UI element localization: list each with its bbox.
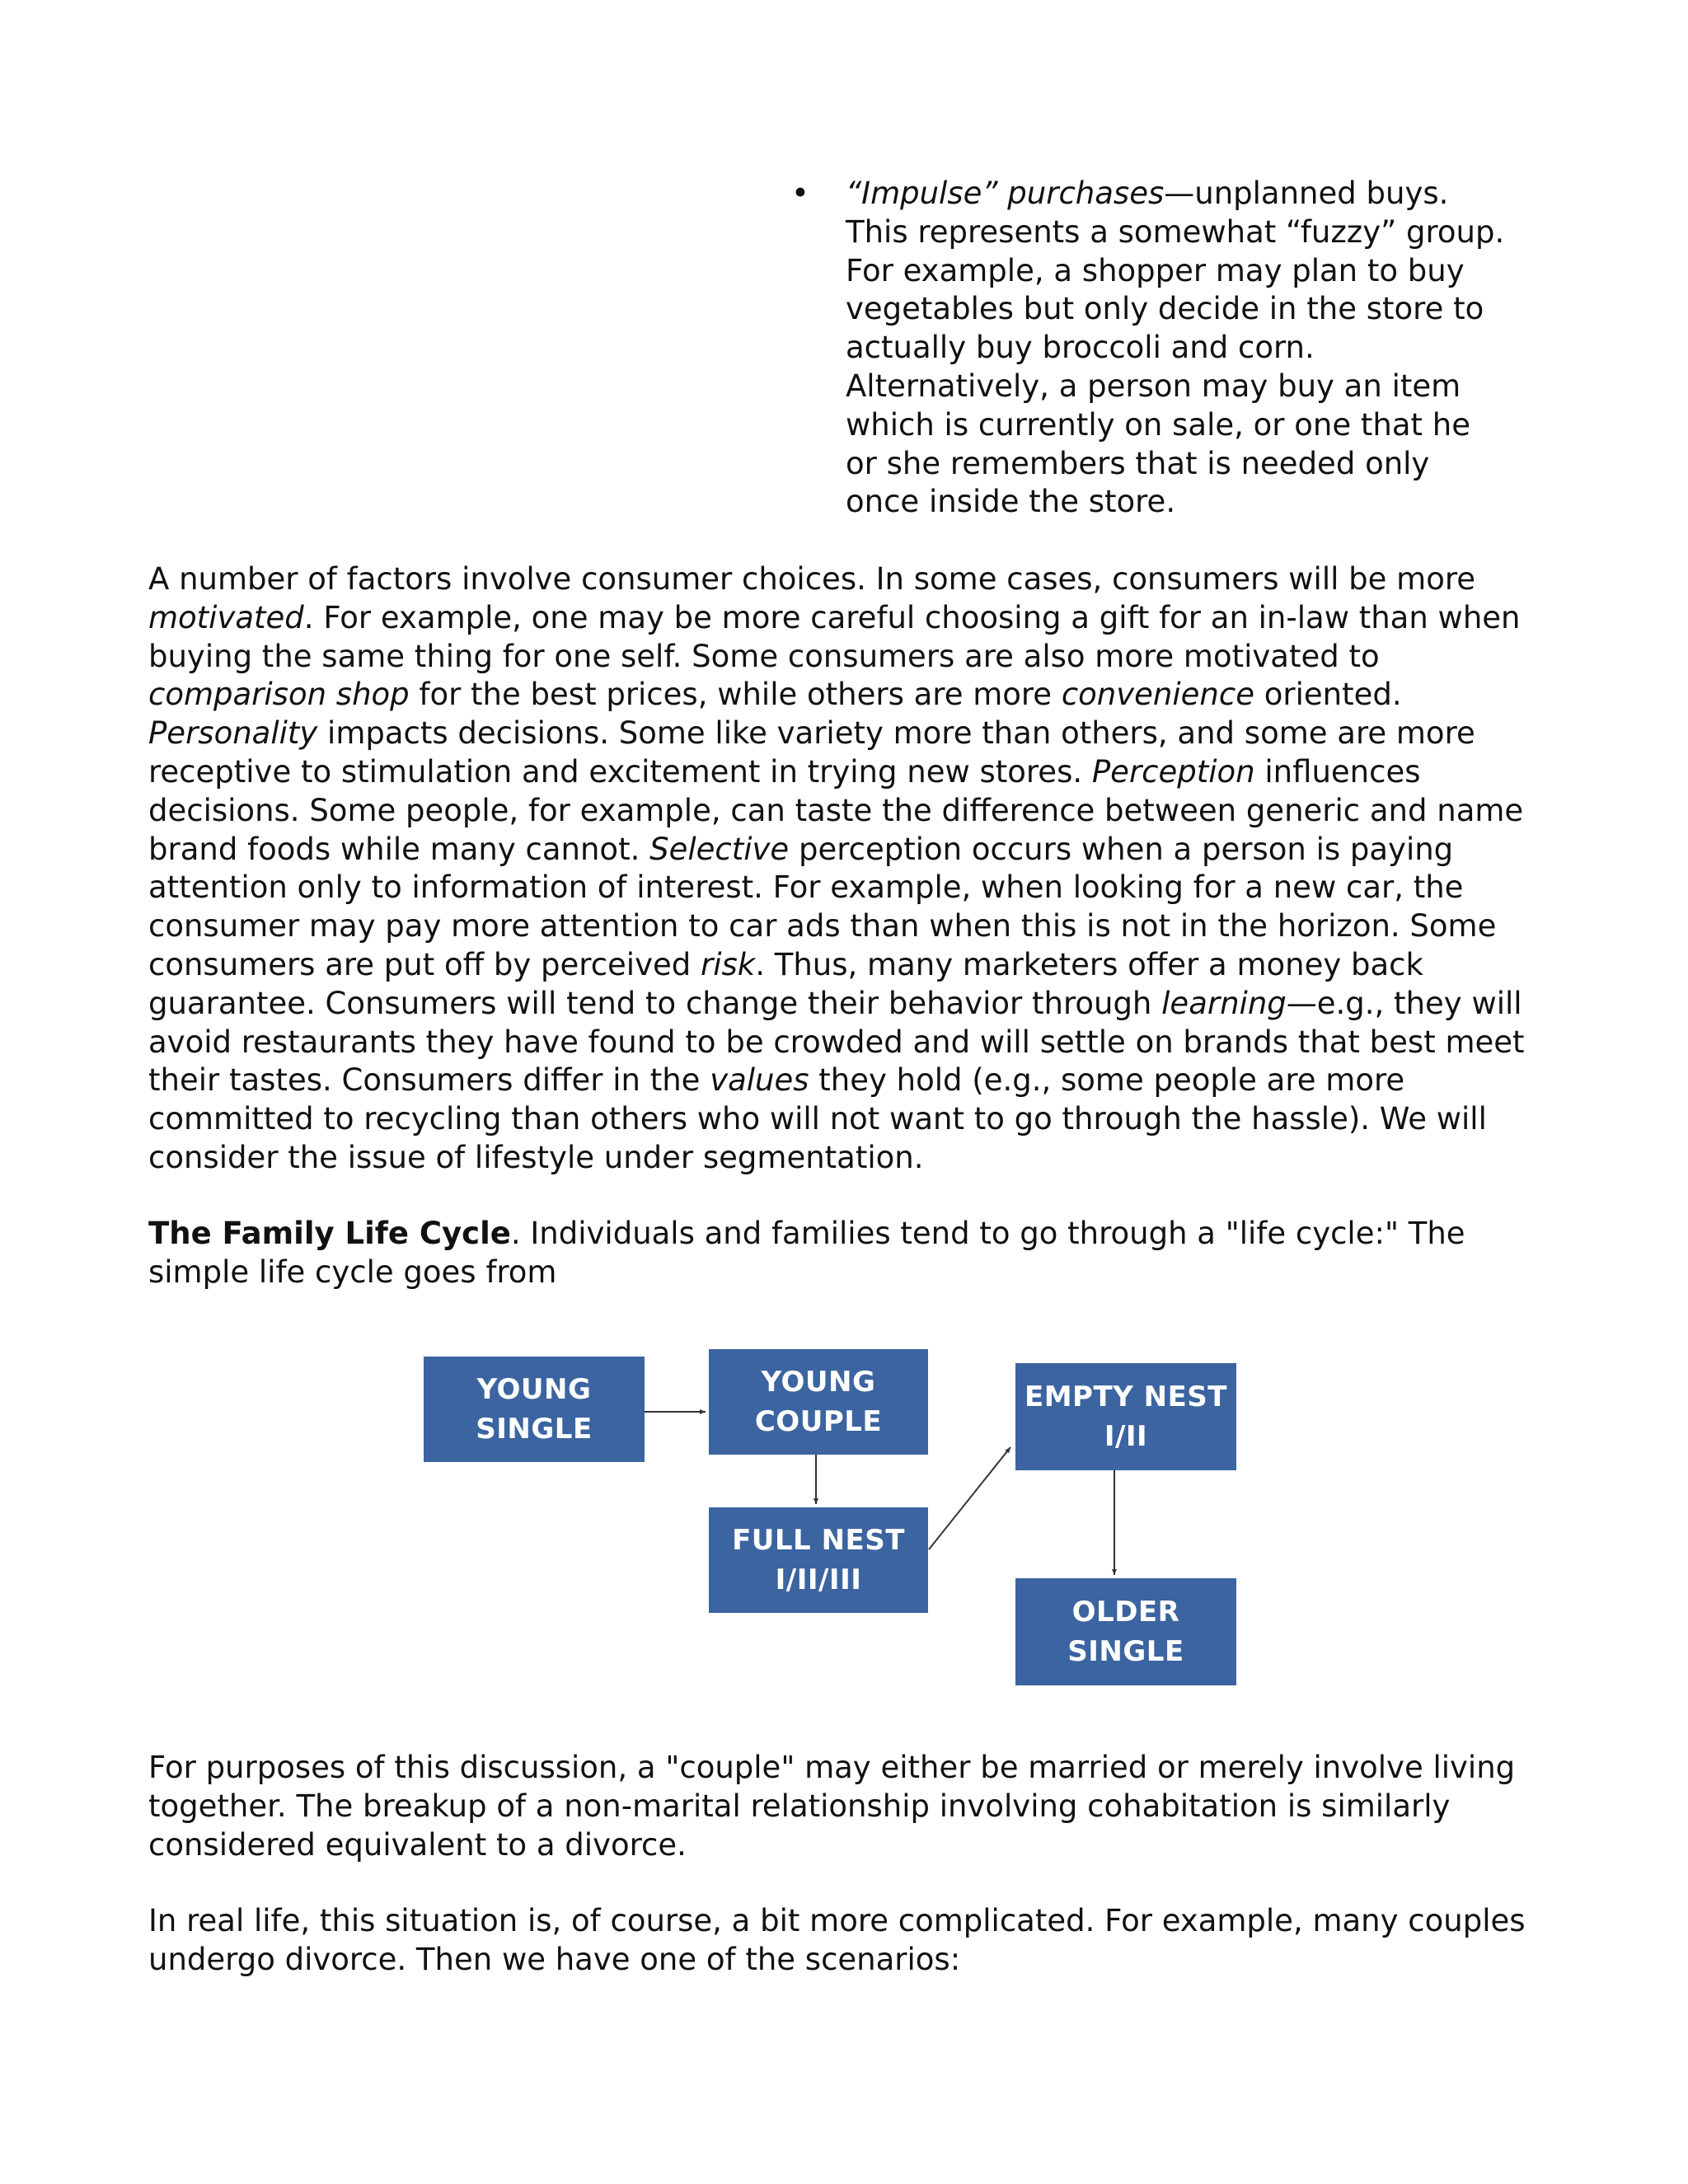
empty-nest-line-1: EMPTY NEST	[1025, 1380, 1227, 1413]
term-convenience: convenience	[1061, 677, 1254, 713]
text-run: for the best prices, while others are more	[409, 677, 1062, 713]
full-nest-line-2: I/II/III	[775, 1563, 862, 1596]
older-single-line-1: OLDER	[1071, 1596, 1180, 1629]
full-nest-box	[709, 1507, 928, 1613]
term-motivated: motivated	[148, 599, 304, 635]
text-run: A number of factors involve consumer choices. In some cases, consumers will be more	[148, 561, 1476, 597]
text-run: —e.g., they will avoid restaurants they have found to be crowded and will settle on brands that best meet their tastes. Consumers differ in the	[148, 985, 1525, 1099]
older-single-box	[1015, 1578, 1236, 1685]
term-selective: Selective	[649, 831, 790, 867]
consumer-factors-paragraph	[148, 560, 1533, 1178]
bullet-dot: •	[791, 176, 809, 211]
young-couple-line-1: YOUNG	[761, 1366, 876, 1399]
bullet-text	[846, 175, 1505, 522]
arrow-full-nest-to-empty-nest	[929, 1447, 1010, 1549]
young-single-line-2: SINGLE	[476, 1413, 593, 1446]
older-single-line-2: SINGLE	[1067, 1635, 1184, 1668]
impulse-purchases-term: “Impulse” purchases	[846, 176, 1165, 211]
text-run: oriented.	[1254, 677, 1402, 713]
term-perception: Perception	[1091, 753, 1255, 790]
empty-nest-box	[1015, 1363, 1236, 1470]
family-life-cycle-text: . Individuals and families tend to go through a "life cycle:" The simple life cycle goes from	[148, 1216, 1465, 1290]
text-run: . For example, one may be more careful choosing a gift for an in-law than when buying the same thing for one self. Some consumers are also more motivated to	[148, 599, 1521, 674]
impulse-purchases-description: —unplanned buys. This represents a somewhat “fuzzy” group. For example, a shopper may plan to buy vegetables but only decide in the store to actually buy broccoli and corn. Alternatively, a person may buy an item which is currently on sale, or one that he or she remembers that is needed only once inside the store.	[846, 176, 1505, 520]
real-life-paragraph: In real life, this situation is, of course, a bit more complicated. For example, many couples undergo divorce. Then we have one of the scenarios:	[148, 1903, 1526, 1977]
text-run: . Thus, many marketers offer a money back guarantee. Consumers will tend to change their behavior through	[148, 946, 1423, 1021]
text-run: perception occurs when a person is paying attention only to information of interest. For example, when looking for a new car, the consumer may pay more attention to car ads than when this is not in the horizon. Some consumers are put off by perceived	[148, 831, 1497, 982]
text-run: impacts decisions. Some like variety more than others, and some are more receptive to stimulation and excitement in trying new stores.	[148, 715, 1475, 790]
family-life-cycle-heading: The Family Life Cycle	[148, 1216, 511, 1251]
young-single-box	[424, 1357, 645, 1462]
term-personality: Personality	[148, 715, 318, 752]
couple-definition-paragraph: For purposes of this discussion, a "couple" may either be married or merely involve living together. The breakup of a non-marital relationship involving cohabitation is similarly considered equivalent to a divorce.	[148, 1750, 1516, 1863]
young-single-line-1: YOUNG	[476, 1373, 592, 1406]
full-nest-line-1: FULL NEST	[732, 1524, 905, 1557]
text-run: they hold (e.g., some people are more committed to recycling than others who will not want to go through the hassle). We will consider the issue of lifestyle under segmentation.	[148, 1062, 1487, 1175]
empty-nest-line-2: I/II	[1104, 1420, 1148, 1453]
term-risk: risk	[701, 946, 756, 982]
text-run: influences decisions. Some people, for example, can taste the difference between generic and name brand foods while many cannot.	[148, 753, 1524, 867]
young-couple-box	[709, 1349, 928, 1455]
term-values: values	[710, 1062, 809, 1099]
term-comparison-shop: comparison shop	[148, 677, 410, 713]
term-learning: learning	[1161, 985, 1287, 1021]
young-couple-line-2: COUPLE	[754, 1405, 883, 1438]
family-life-cycle-paragraph	[148, 1215, 1533, 1292]
